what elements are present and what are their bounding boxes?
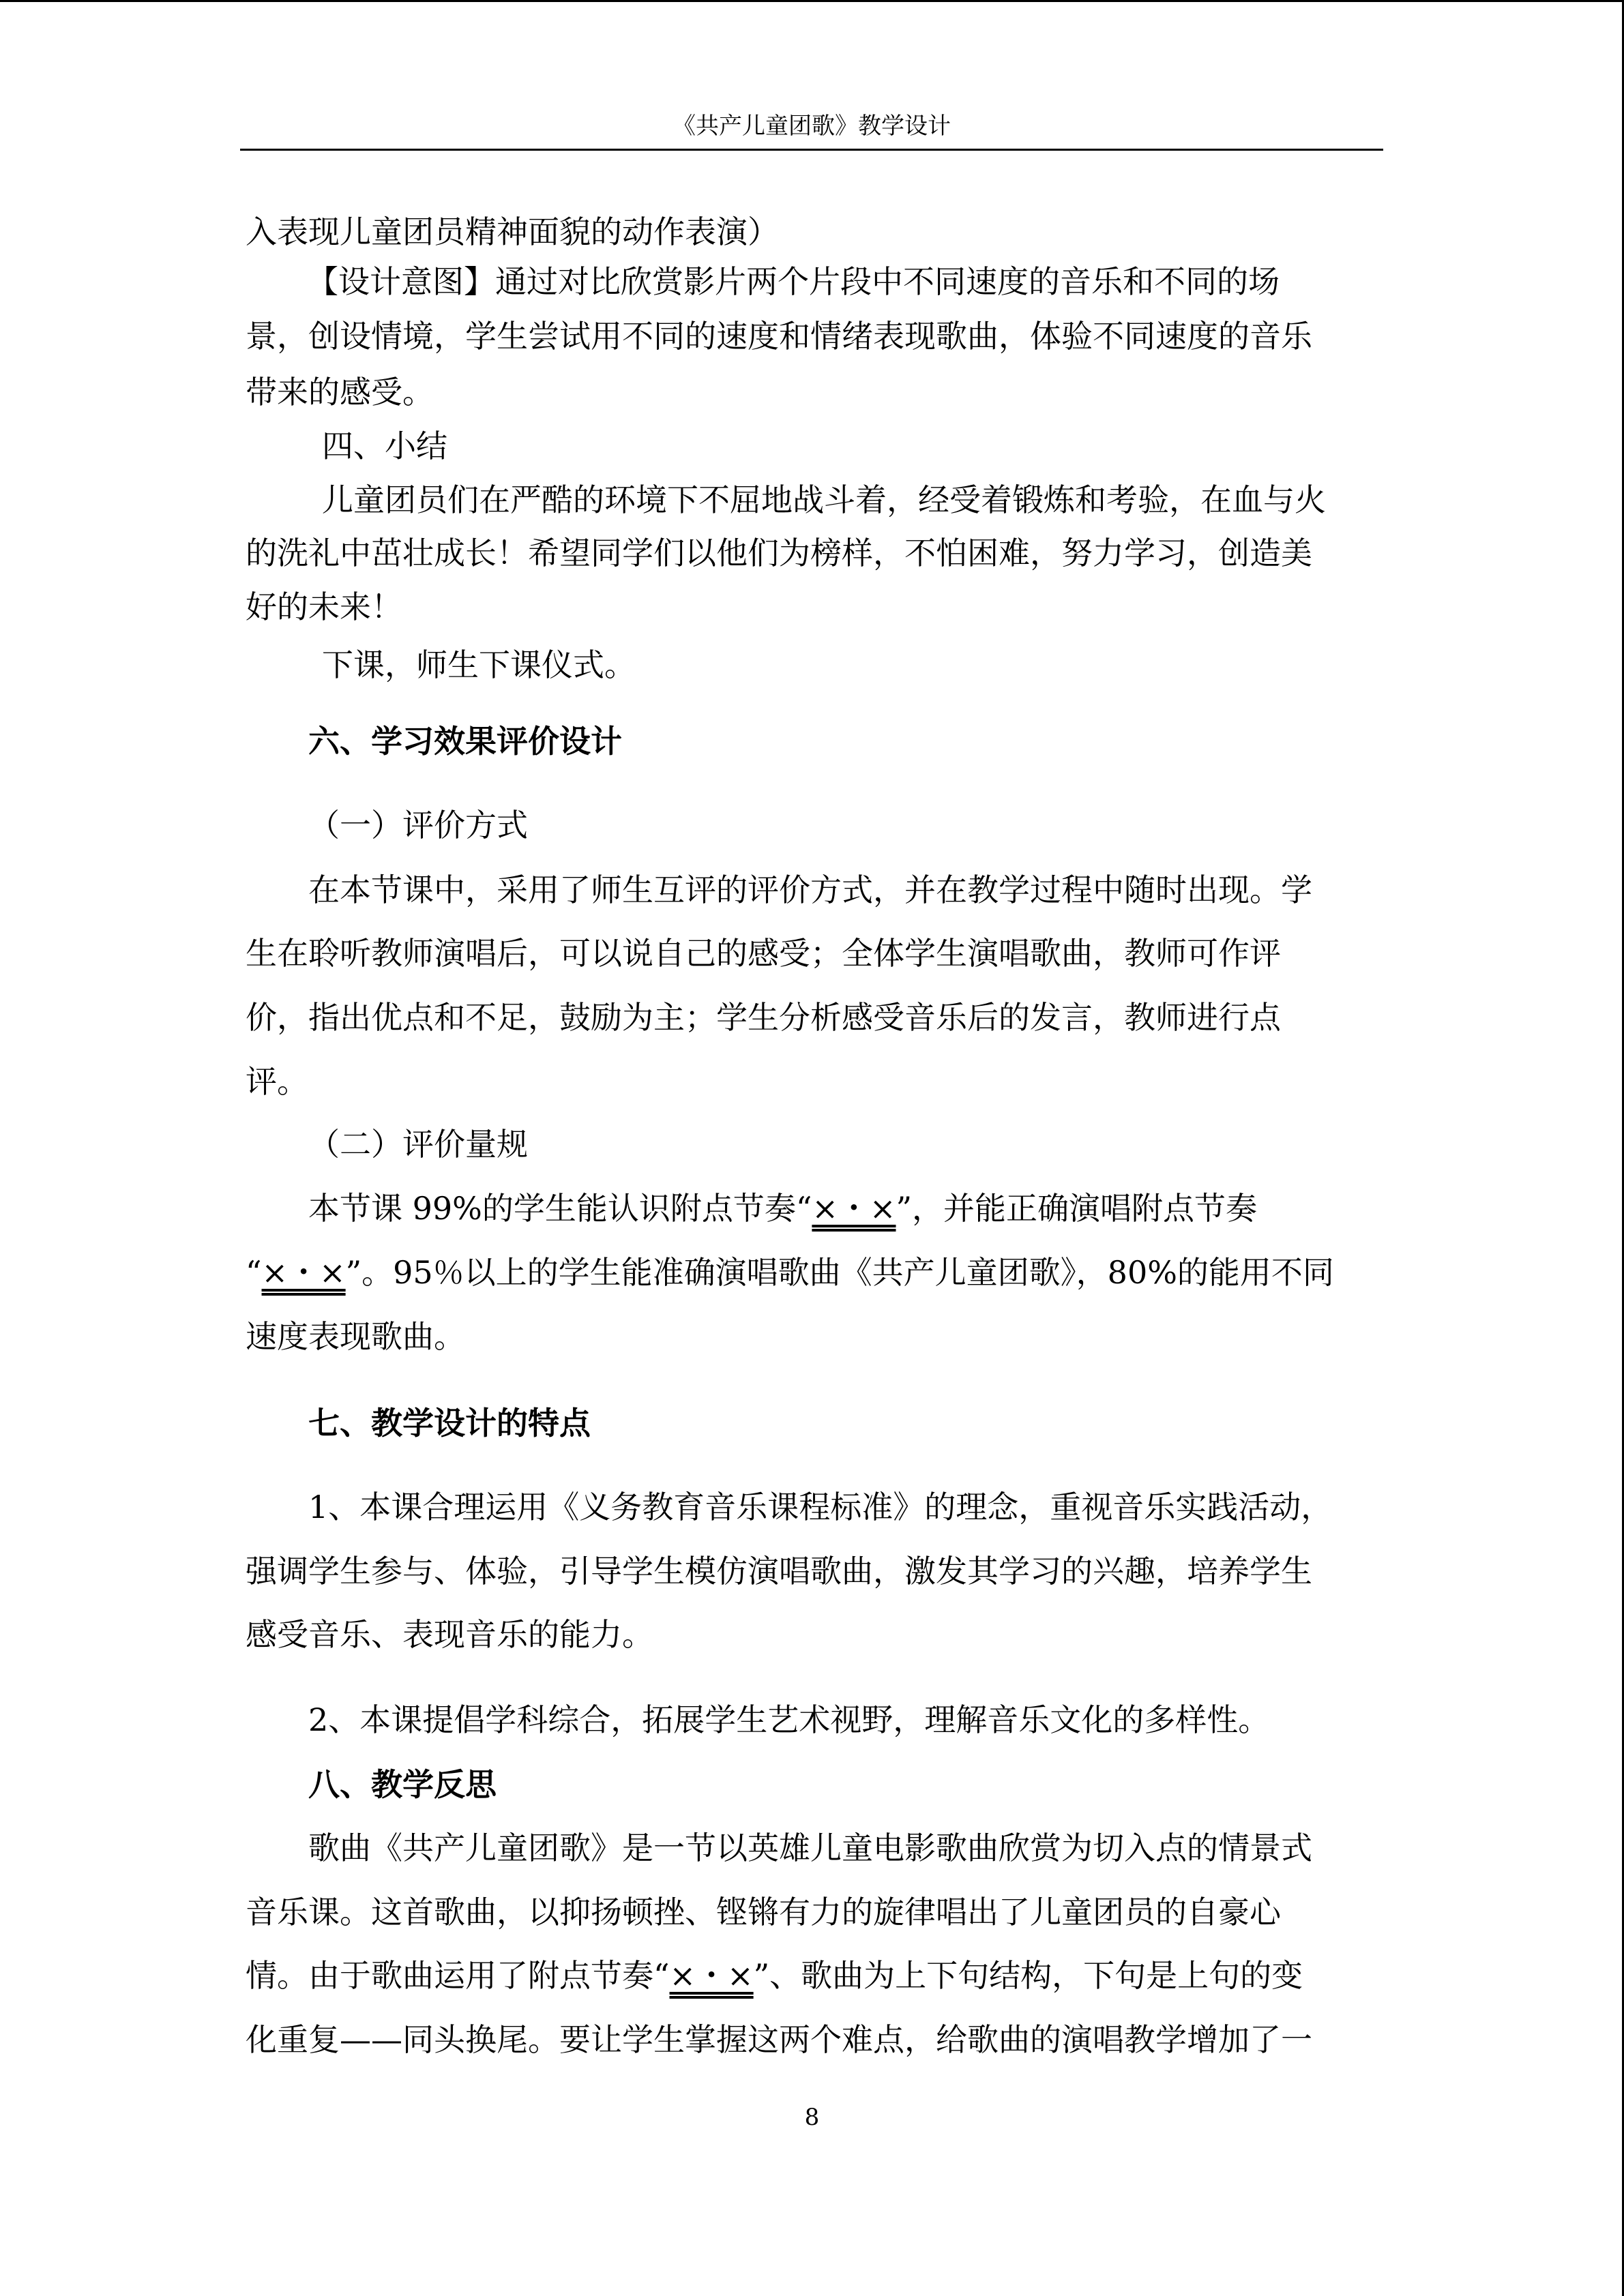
text-line xyxy=(246,1252,1334,1293)
text-line: 景，创设情境，学生尝试用不同的速度和情绪表现歌曲，体验不同速度的音乐 xyxy=(246,318,1312,355)
dotted-rhythm-notation: ×・× xyxy=(669,1957,754,1994)
section-heading-6: 六、学习效果评价设计 xyxy=(308,723,622,760)
design-intent-line: 【设计意图】通过对比欣赏影片两个片段中不同速度的音乐和不同的场 xyxy=(307,263,1280,300)
text-line: 带来的感受。 xyxy=(246,374,434,411)
text-line: 化重复——同头换尾。要让学生掌握这两个难点，给歌曲的演唱教学增加了一 xyxy=(246,2021,1312,2058)
text-line: 评。 xyxy=(246,1063,308,1100)
text-line: 2、本课提倡学科综合，拓展学生艺术视野，理解音乐文化的多样性。 xyxy=(308,1701,1270,1738)
subsection-heading-2: （二）评价量规 xyxy=(308,1126,528,1163)
text-run: ”、歌曲为上下句结构，下句是上句的变 xyxy=(753,1957,1303,1994)
text-line: 儿童团员们在严酷的环境下不屈地战斗着，经受着锻炼和考验，在血与火 xyxy=(322,481,1326,518)
text-run: 本节课 99%的学生能认识附点节奏“ xyxy=(308,1190,812,1227)
text-line: 速度表现歌曲。 xyxy=(246,1318,465,1355)
text-line: 1、本课合理运用《义务教育音乐课程标准》的理念，重视音乐实践活动， xyxy=(308,1489,1333,1525)
text-run: ”，并能正确演唱附点节奏 xyxy=(896,1190,1258,1227)
page-number: 8 xyxy=(804,2104,820,2131)
section-summary-heading: 四、小结 xyxy=(322,428,447,464)
text-line: 生在聆听教师演唱后，可以说自己的感受；全体学生演唱歌曲，教师可作评 xyxy=(246,935,1281,972)
subsection-heading-1: （一）评价方式 xyxy=(308,807,528,844)
text-line: 价，指出优点和不足，鼓励为主；学生分析感受音乐后的发言，教师进行点 xyxy=(246,999,1281,1036)
dotted-rhythm-notation: ×・× xyxy=(812,1190,896,1227)
text-line xyxy=(308,1188,1257,1229)
text-line: 感受音乐、表现音乐的能力。 xyxy=(246,1616,653,1653)
text-line: 好的未来！ xyxy=(246,588,402,625)
section-heading-7: 七、教学设计的特点 xyxy=(308,1405,591,1442)
text-line: 的洗礼中茁壮成长！希望同学们以他们为榜样，不怕困难，努力学习，创造美 xyxy=(246,535,1312,571)
page-border-top xyxy=(0,0,1624,2)
section-heading-8: 八、教学反思 xyxy=(308,1766,497,1803)
header-rule xyxy=(240,149,1383,151)
text-line: 入表现儿童团员精神面貌的动作表演） xyxy=(246,213,779,250)
text-line: 音乐课。这首歌曲，以抑扬顿挫、铿锵有力的旋律唱出了儿童团员的自豪心 xyxy=(246,1894,1281,1930)
text-line xyxy=(246,1955,1303,1996)
text-line: 强调学生参与、体验，引导学生模仿演唱歌曲，激发其学习的兴趣，培养学生 xyxy=(246,1553,1312,1590)
text-line: 歌曲《共产儿童团歌》是一节以英雄儿童电影歌曲欣赏为切入点的情景式 xyxy=(308,1830,1312,1866)
dotted-rhythm-notation: ×・× xyxy=(261,1254,346,1291)
text-run: “ xyxy=(246,1254,262,1291)
running-header: 《共产儿童团歌》教学设计 xyxy=(673,113,951,140)
text-run: ”。95％以上的学生能准确演唱歌曲《共产儿童团歌》，80%的能用不同 xyxy=(345,1254,1334,1291)
text-line: 下课，师生下课仪式。 xyxy=(322,646,636,683)
text-run: 情。由于歌曲运用了附点节奏“ xyxy=(246,1957,670,1994)
text-line: 在本节课中，采用了师生互评的评价方式，并在教学过程中随时出现。学 xyxy=(308,871,1312,908)
